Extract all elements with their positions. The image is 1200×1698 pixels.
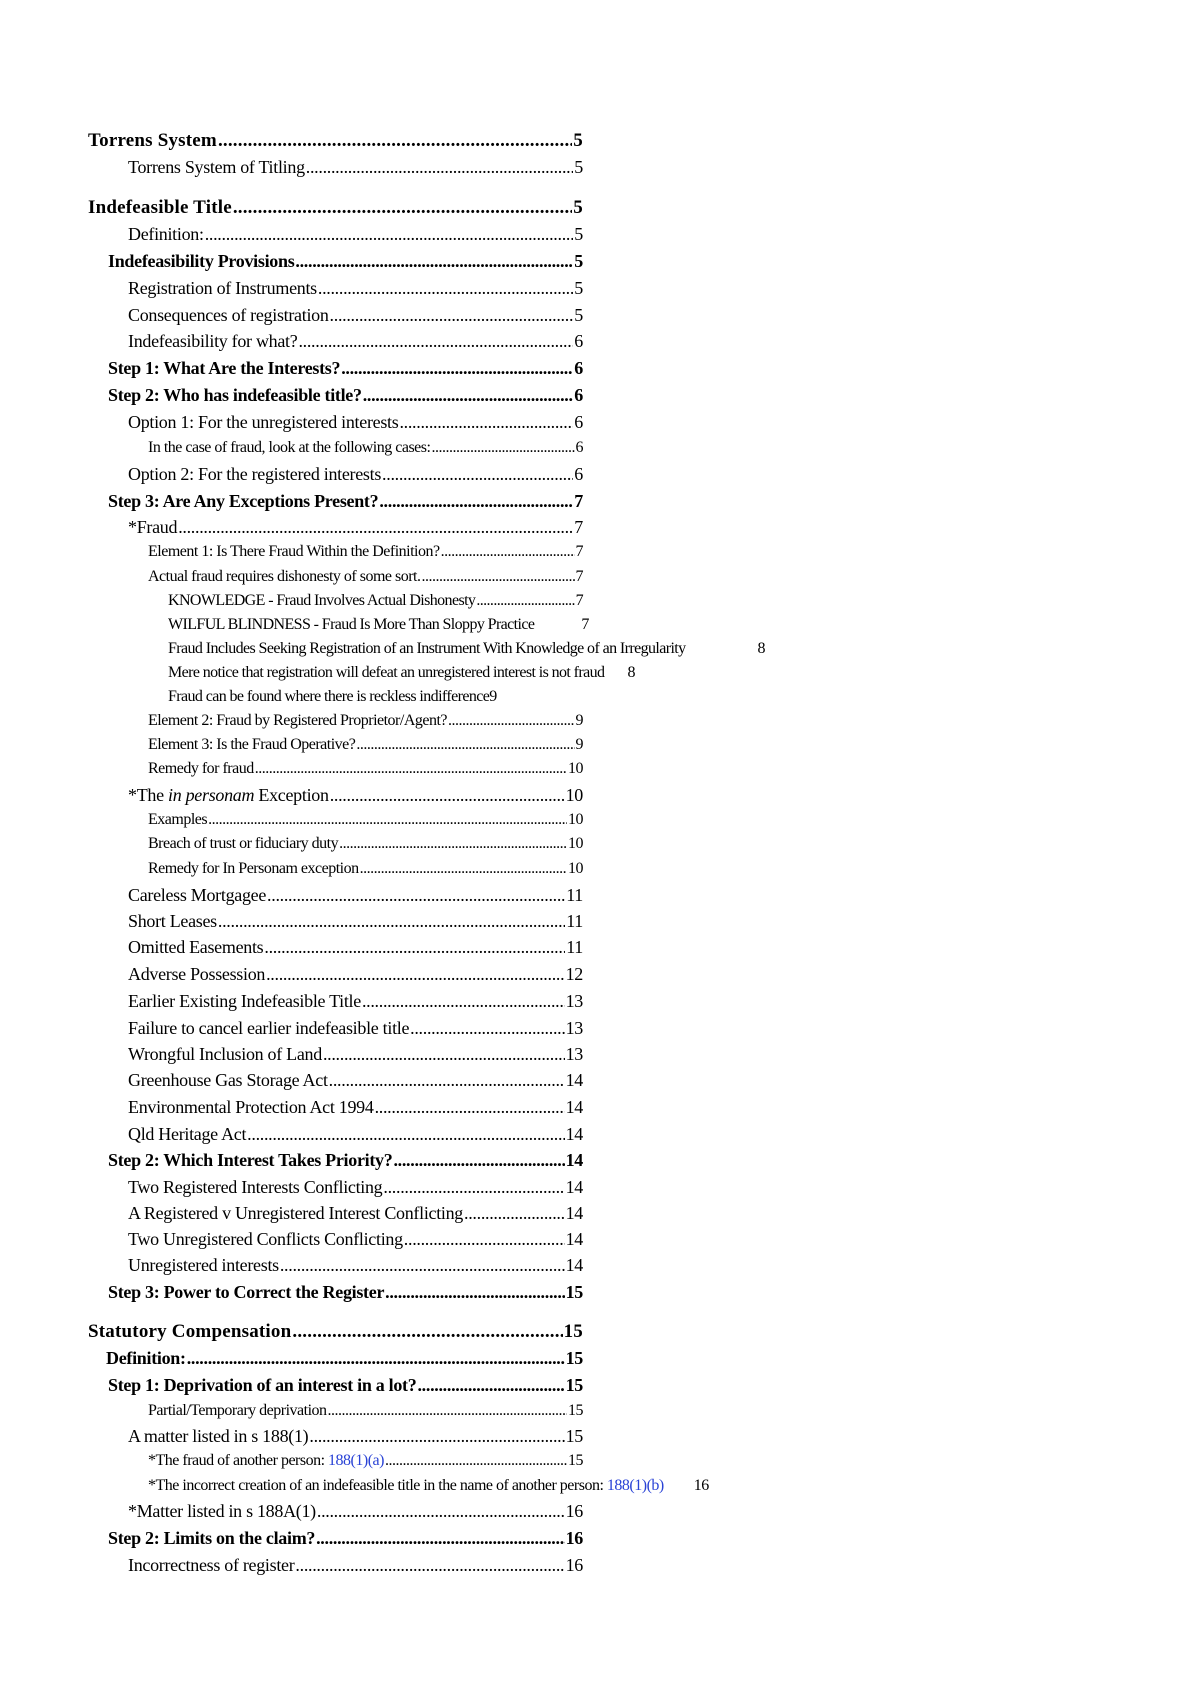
toc-entry[interactable]	[128, 1019, 583, 1037]
toc-entry-text: Two Unregistered Conflicts Conflicting	[128, 1229, 403, 1249]
toc-entry[interactable]	[106, 1349, 583, 1367]
toc-entry[interactable]	[88, 198, 583, 217]
toc-entry-text: Consequences of registration	[128, 305, 329, 325]
toc-entry-text: Indefeasibility Provisions	[108, 251, 295, 271]
toc-entry[interactable]	[108, 359, 583, 377]
toc-entry-page: 7	[581, 616, 589, 633]
toc-entry-text: Option 2: For the registered interests	[128, 464, 382, 484]
toc-entry[interactable]	[108, 492, 583, 510]
toc-entry-text: *The fraud of another person: 188(1)(a)	[148, 1452, 384, 1469]
toc-entry-page: 9	[575, 736, 583, 753]
toc-entry[interactable]	[128, 965, 583, 983]
toc-entry-text: Two Registered Interests Conflicting	[128, 1177, 383, 1197]
toc-entry-text: Element 1: Is There Fraud Within the Definition?	[148, 543, 440, 560]
toc-entry-page: 14	[565, 1255, 583, 1275]
toc-entry-page: 5	[574, 278, 583, 298]
toc-entry-page: 15	[565, 1375, 583, 1395]
toc-entry[interactable]	[88, 1322, 583, 1341]
toc-entry-page: 6	[574, 331, 583, 351]
toc-entry-text: Step 1: Deprivation of an interest in a lot?	[108, 1375, 417, 1395]
toc-entry-text: Qld Heritage Act	[128, 1124, 247, 1144]
toc-entry-page: 14	[565, 1177, 583, 1197]
toc-entry-page: 15	[563, 1321, 583, 1342]
toc-entry[interactable]	[128, 1098, 583, 1116]
toc-entry[interactable]	[128, 306, 583, 324]
toc-entry-page: 16	[565, 1501, 583, 1521]
toc-entry-page: 7	[574, 517, 583, 537]
toc-entry[interactable]	[168, 593, 583, 609]
toc-entry[interactable]	[128, 992, 583, 1010]
toc-entry[interactable]	[128, 413, 583, 431]
toc-entry-page: 14	[565, 1124, 583, 1144]
toc-entry-page: 15	[565, 1282, 583, 1302]
toc-entry[interactable]	[128, 225, 583, 243]
toc-entry-text: Indefeasibility for what?	[128, 331, 298, 351]
toc-entry-page: 15	[565, 1426, 583, 1446]
toc-entry-page: 7	[575, 568, 583, 585]
toc-entry-page: 13	[565, 1044, 583, 1064]
toc-entry-page: 5	[573, 197, 583, 218]
toc-entry-page: 8	[627, 664, 635, 681]
toc-entry-page: 11	[566, 885, 583, 905]
toc-entry-text: Element 2: Fraud by Registered Proprietor/Agent?	[148, 712, 448, 729]
toc-entry[interactable]	[128, 786, 583, 804]
toc-entry[interactable]	[128, 1125, 583, 1143]
toc-entry-text: Mere notice that registration will defeat an unregistered interest is not fraud	[168, 664, 605, 681]
toc-entry-text: Step 3: Are Any Exceptions Present?	[108, 491, 379, 511]
toc-entry-page: 11	[566, 937, 583, 957]
toc-entry-text: Exception	[254, 785, 329, 805]
toc-entry-text: Step 3: Power to Correct the Register	[108, 1282, 385, 1302]
toc-entry-text: Statutory Compensation	[88, 1321, 292, 1342]
toc-entry-text: Omitted Easements	[128, 937, 264, 957]
toc-entry[interactable]	[128, 465, 583, 483]
toc-entry-page: 11	[566, 911, 583, 931]
toc-entry-text: Step 2: Limits on the claim?	[108, 1528, 316, 1548]
toc-entry-page: 9	[489, 688, 497, 705]
toc-entry-page: 5	[574, 224, 583, 244]
toc-entry-text: *The incorrect creation of an indefeasible title in the name of another person: 188(1)(b)	[148, 1477, 664, 1494]
toc-entry[interactable]	[128, 1427, 583, 1445]
toc-entry-text: Remedy for In Personam exception	[148, 860, 359, 877]
toc-entry[interactable]	[128, 1204, 583, 1222]
toc-entry-text: Adverse Possession	[128, 964, 266, 984]
toc-entry-text: Earlier Existing Indefeasible Title	[128, 991, 361, 1011]
toc-entry-page: 14	[565, 1150, 583, 1170]
toc-entry-page: 16	[565, 1555, 583, 1575]
toc-entry[interactable]	[148, 713, 583, 729]
toc-entry[interactable]	[148, 861, 583, 877]
toc-entry[interactable]	[88, 131, 583, 150]
toc-entry-page: 13	[565, 1018, 583, 1038]
section-link[interactable]: 188(1)(b)	[606, 1477, 664, 1494]
toc-entry[interactable]	[148, 812, 583, 828]
toc-entry-text: Step 2: Which Interest Takes Priority?	[108, 1150, 393, 1170]
toc-entry-page: 15	[565, 1348, 583, 1368]
toc-entry[interactable]	[148, 836, 583, 852]
toc-entry[interactable]	[128, 938, 583, 956]
toc-entry-text: Partial/Temporary deprivation	[148, 1402, 327, 1419]
toc-entry-page: 7	[575, 592, 583, 609]
toc-entry-text: Examples	[148, 811, 208, 828]
toc-entry-text: Torrens System	[88, 130, 217, 151]
toc-entry-text: *Matter listed in s 188A(1)	[128, 1501, 316, 1521]
toc-entry[interactable]	[108, 1529, 583, 1547]
toc-entry-text: Failure to cancel earlier indefeasible title	[128, 1018, 410, 1038]
toc-entry-page: 6	[574, 358, 583, 378]
toc-entry-text: Definition:	[106, 1348, 186, 1368]
toc-entry[interactable]	[128, 912, 583, 930]
toc-entry[interactable]	[108, 252, 583, 270]
toc-entry[interactable]	[168, 641, 765, 657]
toc-entry-page: 10	[568, 860, 583, 877]
section-link[interactable]: 188(1)(a)	[328, 1452, 384, 1469]
toc-entry-text: A Registered v Unregistered Interest Conflicting	[128, 1203, 464, 1223]
toc-entry-text: Wrongful Inclusion of Land	[128, 1044, 322, 1064]
toc-entry[interactable]	[128, 1230, 583, 1248]
toc-entry-page: 6	[574, 385, 583, 405]
toc-entry[interactable]	[148, 440, 583, 456]
toc-entry[interactable]	[128, 1502, 583, 1520]
toc-entry[interactable]	[128, 158, 583, 176]
toc-entry-page: 5	[574, 157, 583, 177]
toc-entry-text: Fraud can be found where there is reckless indifference	[168, 688, 490, 705]
toc-entry-text: Breach of trust or fiduciary duty	[148, 835, 339, 852]
toc-entry-page: 16	[693, 1477, 709, 1494]
toc-entry-page: 14	[565, 1203, 583, 1223]
toc-entry[interactable]	[168, 617, 589, 633]
toc-entry[interactable]	[168, 665, 635, 681]
toc-entry-page: 15	[568, 1402, 583, 1419]
toc-entry[interactable]	[148, 1403, 583, 1419]
toc-entry[interactable]	[128, 279, 583, 297]
toc-entry-text: Option 1: For the unregistered interests	[128, 412, 399, 432]
toc-entry-page: 15	[568, 1452, 583, 1469]
toc-entry-page: 6	[574, 464, 583, 484]
toc-entry-page: 5	[574, 305, 583, 325]
toc-entry-text: A matter listed in s 188(1)	[128, 1426, 309, 1446]
toc-entry-page: 7	[575, 543, 583, 560]
toc-entry[interactable]	[128, 1045, 583, 1063]
toc-entry[interactable]	[148, 761, 583, 777]
toc-entry[interactable]	[128, 1556, 583, 1574]
toc-entry-text: Unregistered interests	[128, 1255, 279, 1275]
toc-entry-page: 10	[568, 760, 583, 777]
toc-entry[interactable]	[128, 1071, 583, 1089]
toc-entry-text: Careless Mortgagee	[128, 885, 267, 905]
toc-entry[interactable]	[128, 1178, 583, 1196]
toc-entry-page: 14	[565, 1229, 583, 1249]
toc-entry-text: Step 1: What Are the Interests?	[108, 358, 341, 378]
toc-entry-text: Incorrectness of register	[128, 1555, 295, 1575]
toc-entry-page: 6	[574, 412, 583, 432]
toc-entry-page: 14	[565, 1097, 583, 1117]
toc-entry-page: 5	[574, 251, 583, 271]
toc-entry-page: 5	[573, 130, 583, 151]
toc-entry[interactable]	[148, 1478, 709, 1494]
toc-entry-text-italic: in personam	[168, 785, 255, 805]
toc-entry-page: 8	[757, 640, 765, 657]
toc-entry-page: 10	[568, 835, 583, 852]
toc-entry-page: 14	[565, 1070, 583, 1090]
toc-entry-text: Fraud Includes Seeking Registration of an Instrument With Knowledge of an Irregularity	[168, 640, 686, 657]
toc-entry-text: WILFUL BLINDNESS - Fraud Is More Than Sloppy Practice	[168, 616, 535, 633]
toc-entry[interactable]	[108, 1151, 583, 1169]
toc-entry-text: Actual fraud requires dishonesty of some sort.	[148, 568, 421, 585]
toc-entry-text: In the case of fraud, look at the following cases:	[148, 439, 431, 456]
toc-entry[interactable]	[128, 518, 583, 536]
toc-entry[interactable]	[128, 1256, 583, 1274]
toc-entry-text: Remedy for fraud	[148, 760, 254, 777]
toc-entry-text: Definition:	[128, 224, 204, 244]
toc-entry-text: Registration of Instruments	[128, 278, 317, 298]
toc-entry[interactable]	[128, 886, 583, 904]
toc-entry-text: *The	[128, 785, 168, 805]
toc-entry[interactable]	[148, 544, 583, 560]
toc-entry-page: 10	[568, 811, 583, 828]
toc-entry-page: 10	[565, 785, 583, 805]
toc-entry[interactable]	[108, 386, 583, 404]
toc-entry-text: Indefeasible Title	[88, 197, 232, 218]
toc-entry-page: 9	[575, 712, 583, 729]
toc-entry-text: Greenhouse Gas Storage Act	[128, 1070, 328, 1090]
toc-entry-text: Step 2: Who has indefeasible title?	[108, 385, 362, 405]
toc-entry[interactable]	[128, 332, 583, 350]
toc-entry-text: Element 3: Is the Fraud Operative?	[148, 736, 356, 753]
toc-entry-page: 16	[565, 1528, 583, 1548]
toc-entry-text: KNOWLEDGE - Fraud Involves Actual Dishonesty	[168, 592, 476, 609]
toc-entry-page: 6	[575, 439, 583, 456]
toc-entry-text: Torrens System of Titling	[128, 157, 305, 177]
toc-entry-page: 7	[574, 491, 583, 511]
toc-entry-text: *Fraud	[128, 517, 178, 537]
toc-entry[interactable]	[108, 1376, 583, 1394]
toc-entry[interactable]	[148, 737, 583, 753]
toc-entry[interactable]	[148, 1453, 583, 1469]
toc-entry-page: 13	[565, 991, 583, 1011]
toc-entry-page: 12	[565, 964, 583, 984]
toc-entry-text: Environmental Protection Act 1994	[128, 1097, 374, 1117]
toc-entry[interactable]	[148, 569, 583, 585]
toc-entry[interactable]	[108, 1283, 583, 1301]
toc-entry-text: Short Leases	[128, 911, 217, 931]
toc-entry[interactable]	[168, 689, 497, 705]
